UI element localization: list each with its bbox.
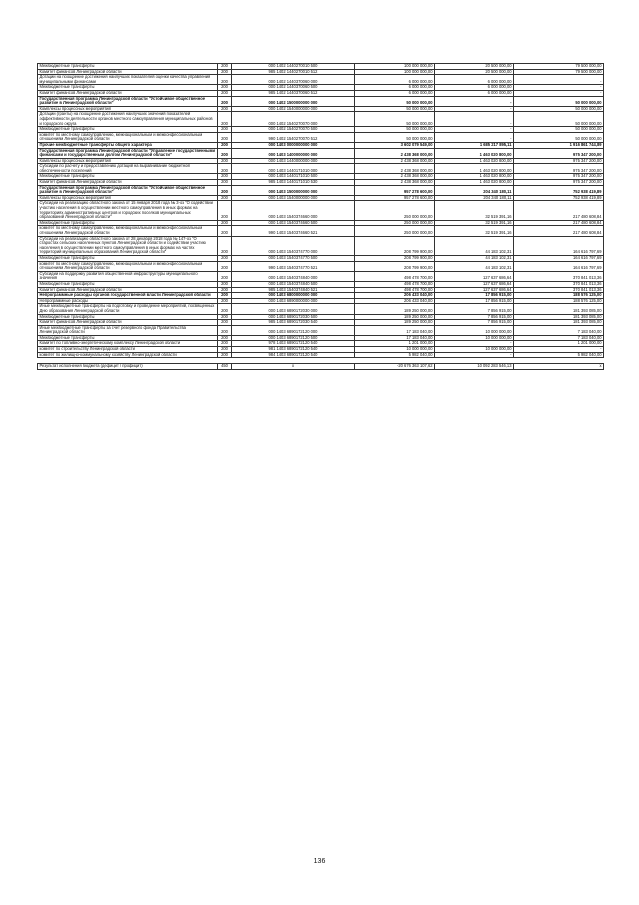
row-executed: 1 463 020 800,00 — [435, 164, 514, 174]
row-executed: 1 463 020 800,00 — [435, 174, 514, 180]
table-row — [38, 75, 604, 85]
row-name: Государственная программа Ленинградской области "Устойчивое общественное развитие в Ленинградской области" — [38, 185, 218, 195]
row-name: комитет по местному самоуправлению, межнациональным и межконфессиональным отношениям Ленинградской области — [38, 261, 218, 271]
row-budget-code: 000 1403 6890172120 000 — [232, 325, 355, 335]
row-line-code: 200 — [218, 293, 232, 299]
row-name: Межбюджетные трансферты — [38, 335, 218, 341]
row-executed: 1 685 217 895,11 — [435, 142, 514, 148]
row-unexecuted: 370 841 013,36 — [514, 287, 604, 293]
row-budget-code: 985 1403 1440171010 530 — [232, 180, 355, 186]
table-row — [38, 164, 604, 174]
row-name: Комитет финансов Ленинградской области — [38, 69, 218, 75]
table-row — [38, 271, 604, 281]
row-executed: - — [435, 132, 514, 142]
row-line-code: 200 — [218, 148, 232, 158]
row-name: комитет по строительству Ленинградской области — [38, 347, 218, 353]
row-budget-code: 000 1402 1500000000 000 — [232, 96, 355, 106]
row-line-code: 200 — [218, 96, 232, 106]
row-budget-code: 000 1403 1440171010 000 — [232, 164, 355, 174]
row-line-code: 450 — [218, 364, 232, 370]
row-approved: 957 278 600,00 — [355, 195, 435, 201]
row-budget-code: 000 1403 1540374660 000 — [232, 201, 355, 220]
row-line-code: 200 — [218, 341, 232, 347]
row-executed: 7 856 915,00 — [435, 314, 514, 320]
row-budget-code: 000 1403 1540374770 500 — [232, 255, 355, 261]
row-executed: 10 000 000,00 — [435, 335, 514, 341]
row-name: Субсидии на реализацию областного закона от 28 декабря 2018 года № 147-оз "О старостах сельских населенных пунктов Ленинградской области и содействии участию населения в осуществлении местного самоуправления в иных формах на частях территорий муниципальных образований Ленинградской области" — [38, 236, 218, 255]
row-line-code: 200 — [218, 352, 232, 358]
row-executed: 127 637 686,64 — [435, 271, 514, 281]
row-approved: 50 000 000,00 — [355, 127, 435, 133]
row-unexecuted: 1 201 000,00 — [514, 341, 604, 347]
row-line-code: 200 — [218, 106, 232, 112]
row-unexecuted: 975 347 200,00 — [514, 164, 604, 174]
row-line-code: 200 — [218, 132, 232, 142]
row-executed: - — [435, 112, 514, 127]
row-unexecuted: 975 347 200,00 — [514, 158, 604, 164]
row-approved: 2 438 368 000,00 — [355, 164, 435, 174]
row-line-code: 200 — [218, 298, 232, 304]
row-line-code: 200 — [218, 325, 232, 335]
row-name: Субсидии на поддержку развития общественной инфраструктуры муниципального значения — [38, 271, 218, 281]
row-unexecuted: 188 576 125,00 — [514, 293, 604, 299]
table-body — [38, 64, 604, 370]
row-executed: 1 463 020 800,00 — [435, 158, 514, 164]
row-executed: 127 637 686,64 — [435, 287, 514, 293]
row-unexecuted: 164 616 797,69 — [514, 261, 604, 271]
row-line-code: 200 — [218, 64, 232, 70]
row-approved: 10 000 000,00 — [355, 347, 435, 353]
row-line-code: 200 — [218, 174, 232, 180]
row-budget-code: 990 1403 1540374660 521 — [232, 226, 355, 236]
row-line-code: 200 — [218, 220, 232, 226]
row-line-code: 200 — [218, 304, 232, 314]
row-name: Непрограммные расходы органов государственной власти Ленинградской области — [38, 293, 218, 299]
row-approved: 6 000 000,00 — [355, 90, 435, 96]
row-name: комитет по жилищно-коммунальному хозяйству Ленинградской области — [38, 352, 218, 358]
row-unexecuted: 50 000 000,00 — [514, 96, 604, 106]
table-row — [38, 185, 604, 195]
row-name: Межбюджетные трансферты — [38, 281, 218, 287]
table-row — [38, 236, 604, 255]
row-approved: 1 201 000,00 — [355, 341, 435, 347]
row-budget-code: 985 1403 6890172030 540 — [232, 320, 355, 326]
row-unexecuted: 164 616 797,69 — [514, 255, 604, 261]
row-budget-code: 000 1402 1540270070 000 — [232, 112, 355, 127]
row-unexecuted: 752 938 419,89 — [514, 195, 604, 201]
row-line-code: 200 — [218, 236, 232, 255]
row-approved: 957 278 600,00 — [355, 185, 435, 195]
row-line-code: 200 — [218, 271, 232, 281]
row-line-code: 200 — [218, 287, 232, 293]
row-budget-code: 000 1403 6890000000 000 — [232, 298, 355, 304]
row-unexecuted: 164 616 797,69 — [514, 236, 604, 255]
row-approved: 206 433 040,00 — [355, 298, 435, 304]
row-budget-code: 000 1403 1540374770 000 — [232, 236, 355, 255]
row-budget-code: 000 1403 1540000000 000 — [232, 195, 355, 201]
row-unexecuted: - — [514, 90, 604, 96]
row-executed: 6 000 000,00 — [435, 85, 514, 91]
row-budget-code: 990 1402 1540270070 512 — [232, 132, 355, 142]
row-unexecuted: 7 183 040,00 — [514, 335, 604, 341]
row-executed: 32 519 391,16 — [435, 226, 514, 236]
row-name: комитет по местному самоуправлению, межнациональным и межконфессиональным отношениям Ленинградской области — [38, 226, 218, 236]
row-budget-code: 000 1403 1440171010 500 — [232, 174, 355, 180]
row-approved: -20 676 363 107,62 — [355, 364, 435, 370]
row-budget-code: 990 1403 1540374770 521 — [232, 261, 355, 271]
row-approved: 50 000 000,00 — [355, 106, 435, 112]
row-budget-code: 000 1403 1500000000 000 — [232, 185, 355, 195]
row-budget-code: 000 1403 6890172030 500 — [232, 314, 355, 320]
row-approved: 2 438 368 000,00 — [355, 148, 435, 158]
row-line-code: 200 — [218, 69, 232, 75]
row-line-code: 200 — [218, 226, 232, 236]
table-row — [38, 132, 604, 142]
row-approved: 100 000 000,00 — [355, 69, 435, 75]
row-approved: 50 000 000,00 — [355, 112, 435, 127]
row-approved: 6 000 000,00 — [355, 85, 435, 91]
row-approved: 250 000 000,00 — [355, 201, 435, 220]
row-line-code: 200 — [218, 335, 232, 341]
row-line-code: 200 — [218, 185, 232, 195]
row-name: Межбюджетные трансферты — [38, 255, 218, 261]
row-unexecuted: x — [514, 364, 604, 370]
row-unexecuted: - — [514, 85, 604, 91]
row-unexecuted: 181 393 085,00 — [514, 304, 604, 314]
row-executed: 44 183 102,31 — [435, 236, 514, 255]
row-approved: 5 982 040,00 — [355, 352, 435, 358]
table-row — [38, 364, 604, 370]
row-unexecuted: 50 000 000,00 — [514, 132, 604, 142]
row-line-code: 200 — [218, 127, 232, 133]
row-unexecuted: 1 916 861 744,89 — [514, 142, 604, 148]
row-unexecuted: 217 480 608,84 — [514, 201, 604, 220]
row-approved: 498 478 700,00 — [355, 281, 435, 287]
row-budget-code: 000 1403 0000000000 000 — [232, 142, 355, 148]
row-approved: 2 438 368 000,00 — [355, 174, 435, 180]
row-name: Межбюджетные трансферты — [38, 174, 218, 180]
row-name: Комитет финансов Ленинградской области — [38, 180, 218, 186]
row-budget-code: 000 1402 1440370060 000 — [232, 75, 355, 85]
row-line-code: 200 — [218, 195, 232, 201]
row-executed: 10 000 000,00 — [435, 325, 514, 335]
row-unexecuted: 975 347 200,00 — [514, 148, 604, 158]
row-executed: 6 000 000,00 — [435, 75, 514, 85]
budget-execution-table — [37, 63, 604, 370]
row-name: Комитет по топливно-энергетическому комплексу Ленинградской области — [38, 341, 218, 347]
row-name: Дотации на поощрение достижения наилучших показателей оценки качества управления муниципальными финансами — [38, 75, 218, 85]
row-name: Комплексы процессных мероприятий — [38, 195, 218, 201]
row-budget-code: 978 1403 6890172120 540 — [232, 341, 355, 347]
row-line-code: 200 — [218, 75, 232, 85]
row-budget-code: 000 1403 6890172120 500 — [232, 335, 355, 341]
row-approved: 2 438 368 000,00 — [355, 158, 435, 164]
row-name: Государственная программа Ленинградской области "Устойчивое общественное развитие в Ленинградской области" — [38, 96, 218, 106]
row-approved: 100 000 000,00 — [355, 64, 435, 70]
row-unexecuted: 50 000 000,00 — [514, 127, 604, 133]
row-line-code: 200 — [218, 90, 232, 96]
row-unexecuted: 217 480 608,84 — [514, 226, 604, 236]
row-executed: 1 463 020 800,00 — [435, 148, 514, 158]
row-executed: - — [435, 106, 514, 112]
row-line-code: 200 — [218, 314, 232, 320]
row-line-code: 200 — [218, 255, 232, 261]
row-name: Межбюджетные трансферты — [38, 314, 218, 320]
row-line-code: 200 — [218, 201, 232, 220]
row-approved: 6 000 000,00 — [355, 75, 435, 85]
row-executed: 10 000 000,00 — [435, 347, 514, 353]
row-line-code: 200 — [218, 164, 232, 174]
row-unexecuted: 181 393 085,00 — [514, 320, 604, 326]
row-executed: - — [435, 96, 514, 106]
row-name: Межбюджетные трансферты — [38, 85, 218, 91]
row-approved: 189 250 000,00 — [355, 304, 435, 314]
row-budget-code: 000 1402 1440370060 500 — [232, 85, 355, 91]
row-approved: 2 438 368 000,00 — [355, 180, 435, 186]
row-line-code: 200 — [218, 158, 232, 164]
row-budget-code: 000 1403 1440000000 000 — [232, 158, 355, 164]
row-approved: 250 000 000,00 — [355, 226, 435, 236]
row-executed: 204 340 180,11 — [435, 195, 514, 201]
row-unexecuted: 79 500 000,00 — [514, 64, 604, 70]
row-executed: 10 092 283 546,13 — [435, 364, 514, 370]
table-row — [38, 226, 604, 236]
row-line-code: 200 — [218, 261, 232, 271]
row-executed: 32 519 391,16 — [435, 201, 514, 220]
row-executed: 7 856 915,00 — [435, 320, 514, 326]
table-row — [38, 148, 604, 158]
row-budget-code: 000 1403 1540374840 000 — [232, 271, 355, 281]
row-budget-code: 985 1402 1440370060 512 — [232, 90, 355, 96]
row-budget-code: 000 1403 1540374660 500 — [232, 220, 355, 226]
row-budget-code: 000 1403 6800000000 000 — [232, 293, 355, 299]
row-unexecuted: 217 480 608,84 — [514, 220, 604, 226]
table-row — [38, 325, 604, 335]
row-name: Дотации (гранты) на поощрение достижения наилучших значений показателей эффективности деятельности органов местного самоуправления муниципальных районов и городского округа — [38, 112, 218, 127]
row-name: Комитет финансов Ленинградской области — [38, 287, 218, 293]
row-approved: 498 478 700,00 — [355, 287, 435, 293]
row-executed: 20 500 000,00 — [435, 64, 514, 70]
table-row — [38, 201, 604, 220]
row-name: Иные межбюджетные трансферты на подготовку и проведение мероприятий, посвященных Дню образования Ленинградской области — [38, 304, 218, 314]
row-approved: 250 000 000,00 — [355, 220, 435, 226]
row-approved: 208 799 900,00 — [355, 261, 435, 271]
row-unexecuted: 975 347 200,00 — [514, 180, 604, 186]
row-unexecuted: 79 500 000,00 — [514, 69, 604, 75]
row-line-code: 200 — [218, 320, 232, 326]
row-name: Межбюджетные трансферты — [38, 127, 218, 133]
row-budget-code: 984 1403 6890172120 540 — [232, 352, 355, 358]
row-executed: 20 500 000,00 — [435, 69, 514, 75]
row-name: Межбюджетные трансферты — [38, 220, 218, 226]
row-name: Прочие межбюджетные трансферты общего характера — [38, 142, 218, 148]
row-executed: 127 637 686,64 — [435, 281, 514, 287]
row-unexecuted: - — [514, 75, 604, 85]
page-number: 136 — [313, 858, 326, 865]
row-executed: 17 856 915,00 — [435, 293, 514, 299]
row-unexecuted: - — [514, 347, 604, 353]
row-budget-code: x — [232, 364, 355, 370]
row-budget-code: 000 1403 1400000000 000 — [232, 148, 355, 158]
row-executed: 204 340 180,11 — [435, 185, 514, 195]
table-row — [38, 261, 604, 271]
row-name: Комплексы процессных мероприятий — [38, 158, 218, 164]
row-name: Субсидии на реализацию областного закона от 15 января 2018 года № 3-оз "О содействии участию населения в осуществлении местного самоуправления в иных формах на территориях административных центров и городских поселков муниципальных образований Ленинградской области" — [38, 201, 218, 220]
row-executed: - — [435, 341, 514, 347]
row-executed: 44 183 102,31 — [435, 255, 514, 261]
row-budget-code: 000 1403 1540374840 500 — [232, 281, 355, 287]
row-executed: 32 519 391,16 — [435, 220, 514, 226]
row-approved: 17 183 040,00 — [355, 325, 435, 335]
row-approved: 189 250 000,00 — [355, 320, 435, 326]
row-approved: 208 799 900,00 — [355, 255, 435, 261]
table-row — [38, 304, 604, 314]
row-approved: 189 250 000,00 — [355, 314, 435, 320]
row-line-code: 200 — [218, 85, 232, 91]
row-unexecuted: 752 938 419,89 — [514, 185, 604, 195]
row-name: Комплексы процессных мероприятий — [38, 106, 218, 112]
row-unexecuted: 50 000 000,00 — [514, 106, 604, 112]
row-line-code: 200 — [218, 347, 232, 353]
row-executed: - — [435, 352, 514, 358]
row-name: Непрограммные расходы — [38, 298, 218, 304]
row-unexecuted: 50 000 000,00 — [514, 112, 604, 127]
row-name: Субсидии по расчету и предоставлению дотаций на выравнивание бюджетной обеспеченности поселений — [38, 164, 218, 174]
row-approved: 50 000 000,00 — [355, 132, 435, 142]
row-line-code: 200 — [218, 112, 232, 127]
row-approved: 208 799 900,00 — [355, 236, 435, 255]
table-row — [38, 112, 604, 127]
row-unexecuted: 181 393 085,00 — [514, 314, 604, 320]
row-name: Межбюджетные трансферты — [38, 64, 218, 70]
row-budget-code: 985 1402 1440270010 512 — [232, 69, 355, 75]
row-name: Государственная программа Ленинградской области "Управление государственными финансами и государственным долгом Ленинградской области" — [38, 148, 218, 158]
row-unexecuted: 7 183 040,00 — [514, 325, 604, 335]
row-approved: 206 433 040,00 — [355, 293, 435, 299]
row-approved: 17 183 040,00 — [355, 335, 435, 341]
row-budget-code: 000 1403 6890172030 000 — [232, 304, 355, 314]
row-name: Комитет финансов Ленинградской области — [38, 90, 218, 96]
row-name: Результат исполнения бюджета (дефицит / профицит) — [38, 364, 218, 370]
row-executed: 7 856 915,00 — [435, 304, 514, 314]
row-line-code: 200 — [218, 180, 232, 186]
row-line-code: 200 — [218, 142, 232, 148]
row-unexecuted: 5 982 040,00 — [514, 352, 604, 358]
row-unexecuted: 370 841 013,36 — [514, 271, 604, 281]
row-executed: 44 183 102,31 — [435, 261, 514, 271]
row-executed: 1 463 020 800,00 — [435, 180, 514, 186]
row-budget-code: 000 1402 1440270010 500 — [232, 64, 355, 70]
row-approved: 498 478 700,00 — [355, 271, 435, 281]
row-unexecuted: 975 347 200,00 — [514, 174, 604, 180]
row-executed: 6 000 000,00 — [435, 90, 514, 96]
row-executed: - — [435, 127, 514, 133]
row-line-code: 200 — [218, 281, 232, 287]
row-executed: 17 856 915,00 — [435, 298, 514, 304]
row-approved: 3 602 079 549,00 — [355, 142, 435, 148]
row-unexecuted: 188 576 125,00 — [514, 298, 604, 304]
row-name: Иные межбюджетные трансферты за счет резервного фонда Правительства Ленинградской области — [38, 325, 218, 335]
row-approved: 50 000 000,00 — [355, 96, 435, 106]
row-name: Комитет финансов Ленинградской области — [38, 320, 218, 326]
row-budget-code: 981 1403 6890172120 540 — [232, 347, 355, 353]
row-budget-code: 000 1402 1540000000 000 — [232, 106, 355, 112]
table-row — [38, 96, 604, 106]
row-budget-code: 000 1402 1540270070 500 — [232, 127, 355, 133]
row-budget-code: 985 1403 1540374840 521 — [232, 287, 355, 293]
row-name: комитет по местному самоуправлению, межнациональным и межконфессиональным отношениям Ленинградской области — [38, 132, 218, 142]
row-unexecuted: 370 841 013,36 — [514, 281, 604, 287]
